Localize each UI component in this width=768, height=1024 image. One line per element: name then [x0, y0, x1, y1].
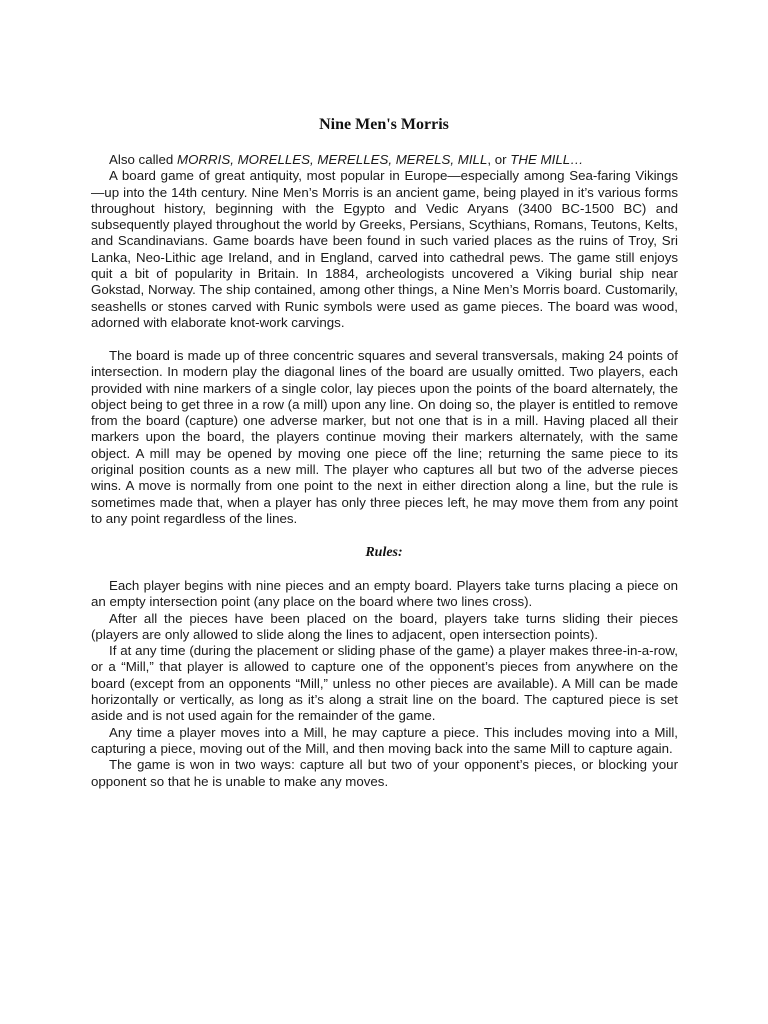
alternate-names-prefix: Also called	[109, 152, 177, 167]
board-description-section	[91, 348, 678, 527]
rule-paragraph: The game is won in two ways: capture all but two of your opponent’s pieces, or blocking your opponent so that he is unable to make any moves.	[91, 757, 678, 789]
alternate-names-line	[91, 152, 678, 168]
rule-paragraph: Any time a player moves into a Mill, he may capture a piece. This includes moving into a Mill, capturing a piece, moving out of the Mill, and then moving back into the same Mill to capture again.	[91, 724, 678, 756]
alternate-names-list: MORRIS, MORELLES, MERELLES, MERELS, MILL	[177, 152, 488, 167]
board-description-paragraph: The board is made up of three concentric squares and several transversals, making 24 points of intersection. In modern play the diagonal lines of the board are usually omitted. Two players, each provided with nine markers of a single color, lay pieces upon the points of the board alternately, the object being to get three in a row (a mill) upon any line. On doing so, the player is entitled to remove from the board (capture) one adverse marker, but not one that is in a mill. Having placed all their markers upon the board, the players continue moving their markers alternately, with the same object. A mill may be opened by moving one piece off the line; returning the same piece to its original position counts as a new mill. The player who captures all but two of the adverse pieces wins. A move is normally from one point to the next in either direction along a line, but the rule is sometimes made that, when a player has only three pieces left, he may move them from any point to any point regardless of the lines.	[91, 348, 678, 526]
rule-paragraph: If at any time (during the placement or sliding phase of the game) a player makes three-in-a-row, or a “Mill,” that player is allowed to capture one of the opponent’s pieces from anywhere on the board (except from an opponents “Mill,” unless no other pieces are available). A Mill can be made horizontally or vertically, as long as it’s along a strait line on the board. The captured piece is set aside and is not used again for the remainder of the game.	[91, 643, 678, 724]
rule-paragraph: After all the pieces have been placed on the board, players take turns sliding their pieces (players are only allowed to slide along the lines to adjacent, open intersection points).	[91, 610, 678, 642]
history-paragraph: A board game of great antiquity, most popular in Europe—especially among Sea-faring Vikings—up into the 14th century. Nine Men’s Morris is an ancient game, being played in it’s various forms throughout history, beginning with the Egypto and Vedic Aryans (3400 BC-1500 BC) and subsequently played throughout the world by Greeks, Persians, Scythians, Romans, Teutons, Kelts, and Scandinavians. Game boards have been found in such varied places as the ruins of Troy, Sri Lanka, Neo-Lithic age Ireland, and in England, carved into cathedral pews. The game still enjoys quit a bit of popularity in Britain. In 1884, archeologists uncovered a Viking burial ship near Gokstad, Norway. The ship contained, among other things, a Nine Men’s Morris board. Customarily, seashells or stones carved with Runic symbols were used as game pieces. The board was wood, adorned with elaborate knot-work carvings.	[91, 168, 678, 330]
rules-heading: Rules:	[365, 545, 403, 560]
page-title: Nine Men's Morris	[319, 116, 449, 133]
rules-section	[91, 578, 678, 790]
intro-section	[91, 152, 678, 331]
alternate-names-last: THE MILL…	[510, 152, 584, 167]
alternate-names-conjunction: , or	[487, 152, 511, 167]
rule-paragraph: Each player begins with nine pieces and an empty board. Players take turns placing a piece on an empty intersection point (any place on the board where two lines cross).	[91, 578, 678, 610]
